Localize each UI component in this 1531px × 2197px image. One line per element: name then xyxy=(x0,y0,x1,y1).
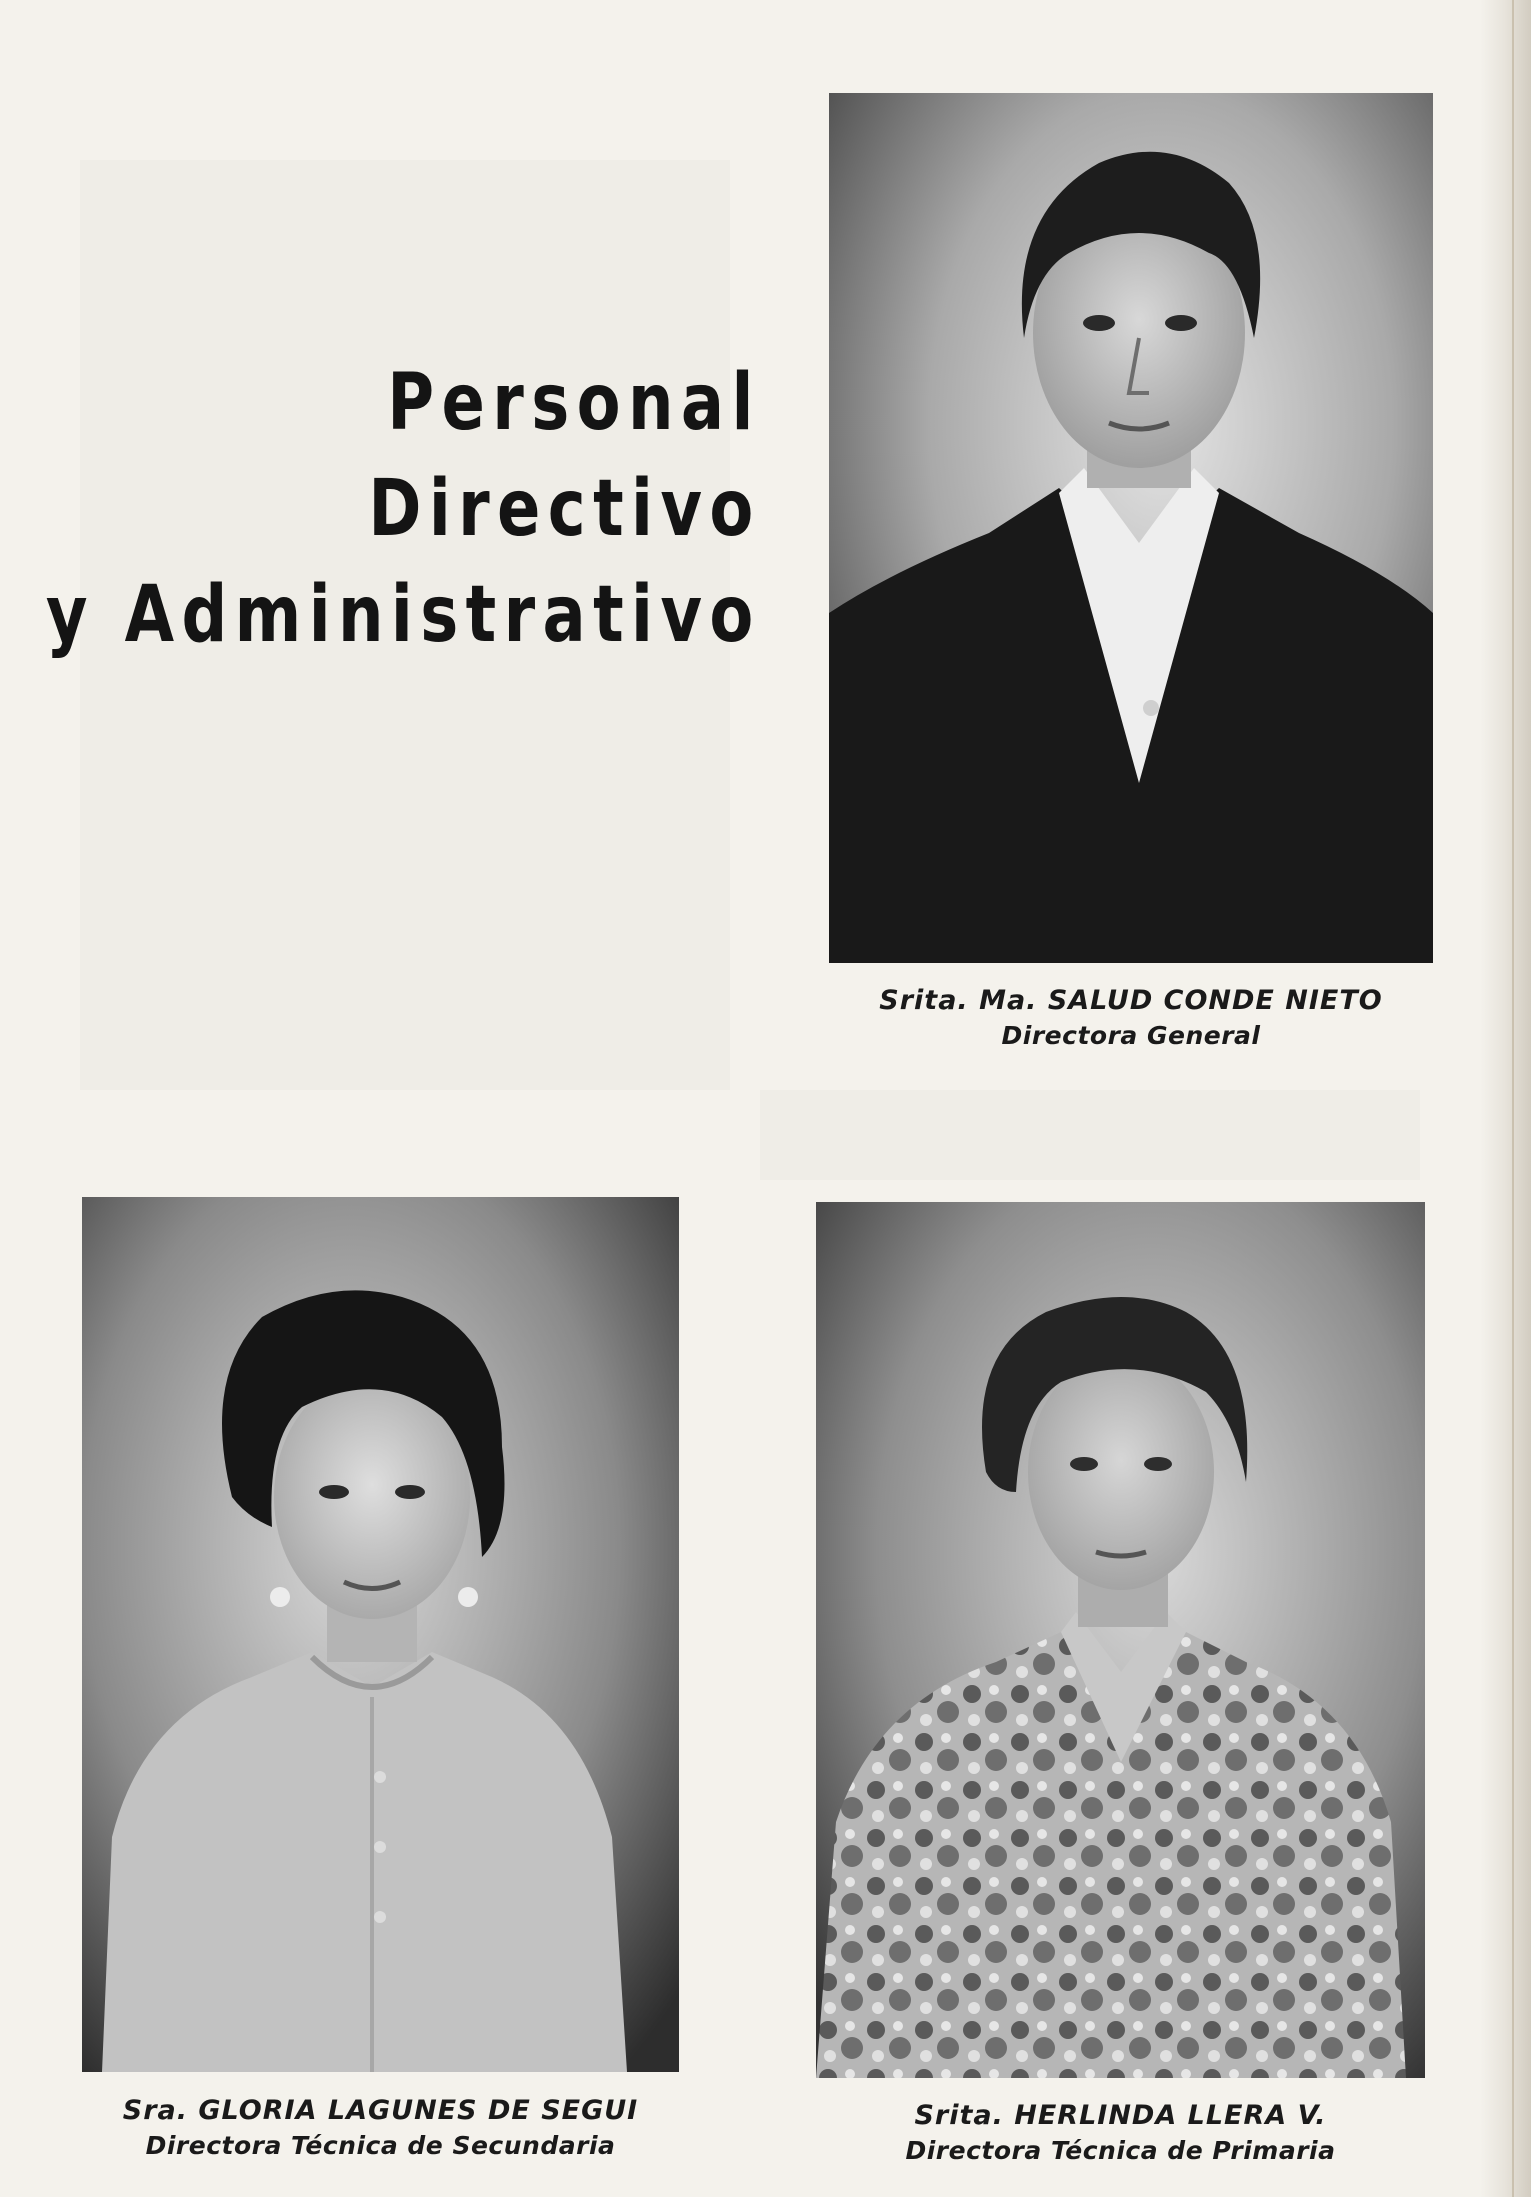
caption-directora-primaria xyxy=(816,2098,1425,2168)
person-name: Srita. HERLINDA LLERA V. xyxy=(914,2100,1327,2131)
portrait-image xyxy=(816,1202,1425,2078)
portrait-image xyxy=(82,1197,679,2072)
person-role: Directora General xyxy=(1001,1021,1261,1050)
title-line-3: y Administrativo xyxy=(46,570,761,660)
person-role: Directora Técnica de Primaria xyxy=(905,2136,1336,2165)
caption-directora-secundaria xyxy=(50,2093,711,2163)
portrait-photo-directora-secundaria xyxy=(82,1197,679,2072)
caption-directora-general xyxy=(829,983,1433,1053)
title-line-2: Directivo xyxy=(368,464,761,554)
bleed-through-area xyxy=(760,1090,1420,1180)
person-role: Directora Técnica de Secundaria xyxy=(145,2131,616,2160)
person-name: Srita. Ma. SALUD CONDE NIETO xyxy=(879,985,1383,1016)
portrait-photo-directora-primaria xyxy=(816,1202,1425,2078)
person-name: Sra. GLORIA LAGUNES DE SEGUI xyxy=(122,2095,639,2126)
page-title xyxy=(46,350,761,668)
page-fold xyxy=(1512,0,1514,2197)
title-line-1: Personal xyxy=(387,358,761,448)
portrait-photo-directora-general xyxy=(829,93,1433,963)
portrait-image xyxy=(829,93,1433,963)
